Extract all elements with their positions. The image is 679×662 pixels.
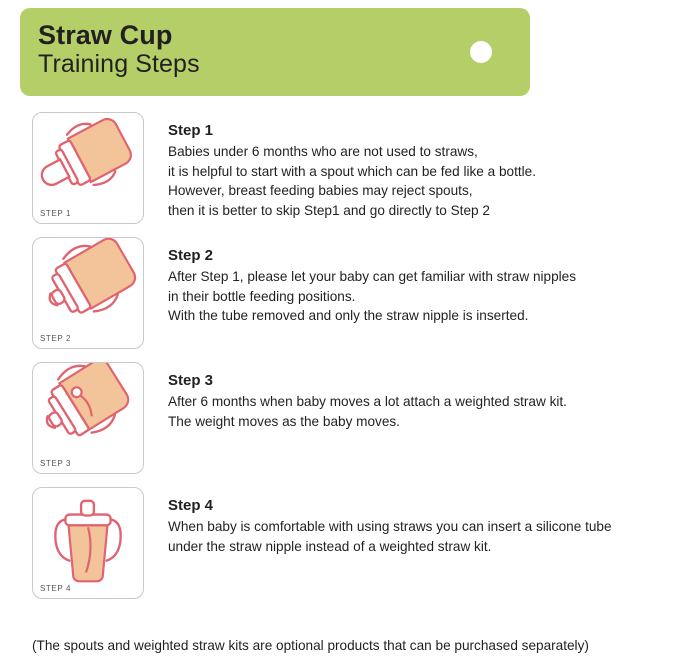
bottle-with-spout-illustration	[32, 112, 144, 224]
step-line: it is helpful to start with a spout which can be fed like a bottle.	[168, 163, 536, 179]
weighted-straw-kit-illustration	[32, 362, 144, 474]
step-thumbnail-wrap	[32, 487, 144, 599]
step-heading: Step 1	[168, 122, 214, 139]
step-line: Babies under 6 months who are not used to straws,	[168, 144, 478, 159]
step-thumbnail-label: STEP 4	[40, 584, 72, 593]
step-thumbnail-label: STEP 2	[40, 334, 72, 343]
list-item	[0, 112, 679, 224]
step-line: The weight moves as the baby moves.	[168, 413, 400, 429]
bottle-with-straw-nipple-illustration	[32, 237, 144, 349]
step-line: After 6 months when baby moves a lot attach a weighted straw kit.	[168, 394, 567, 409]
step-heading: Step 3	[168, 372, 214, 389]
white-circle-icon	[470, 41, 492, 63]
step-heading: Step 4	[168, 497, 214, 514]
list-item	[0, 487, 679, 599]
list-item	[0, 362, 679, 474]
step-body	[168, 362, 679, 431]
step-thumbnail-wrap	[32, 237, 144, 349]
step-line: However, breast feeding babies may reject spouts,	[168, 183, 473, 199]
step-line: then it is better to skip Step1 and go directly to Step 2	[168, 203, 490, 219]
step-line: in their bottle feeding positions.	[168, 288, 356, 304]
steps-list	[0, 112, 679, 612]
footnote: (The spouts and weighted straw kits are optional products that can be purchased separately)	[32, 638, 589, 653]
step-thumbnail-wrap	[32, 112, 144, 224]
step-line: under the straw nipple instead of a weighted straw kit.	[168, 538, 492, 554]
step-body	[168, 237, 679, 326]
list-item	[0, 237, 679, 349]
step-heading: Step 2	[168, 247, 214, 264]
step-line: With the tube removed and only the straw nipple is inserted.	[168, 308, 529, 324]
step-thumbnail-wrap	[32, 362, 144, 474]
page-subtitle: Training Steps	[38, 50, 200, 79]
step-body	[168, 487, 679, 556]
page-title: Straw Cup	[38, 20, 173, 50]
step-thumbnail-label: STEP 1	[40, 209, 72, 218]
silicone-tube-cup-illustration	[32, 487, 144, 599]
step-line: After Step 1, please let your baby can get familiar with straw nipples	[168, 269, 577, 284]
step-body	[168, 112, 679, 221]
header-banner	[20, 8, 530, 96]
step-line: When baby is comfortable with using straws you can insert a silicone tube	[168, 519, 612, 534]
step-thumbnail-label: STEP 3	[40, 459, 72, 468]
